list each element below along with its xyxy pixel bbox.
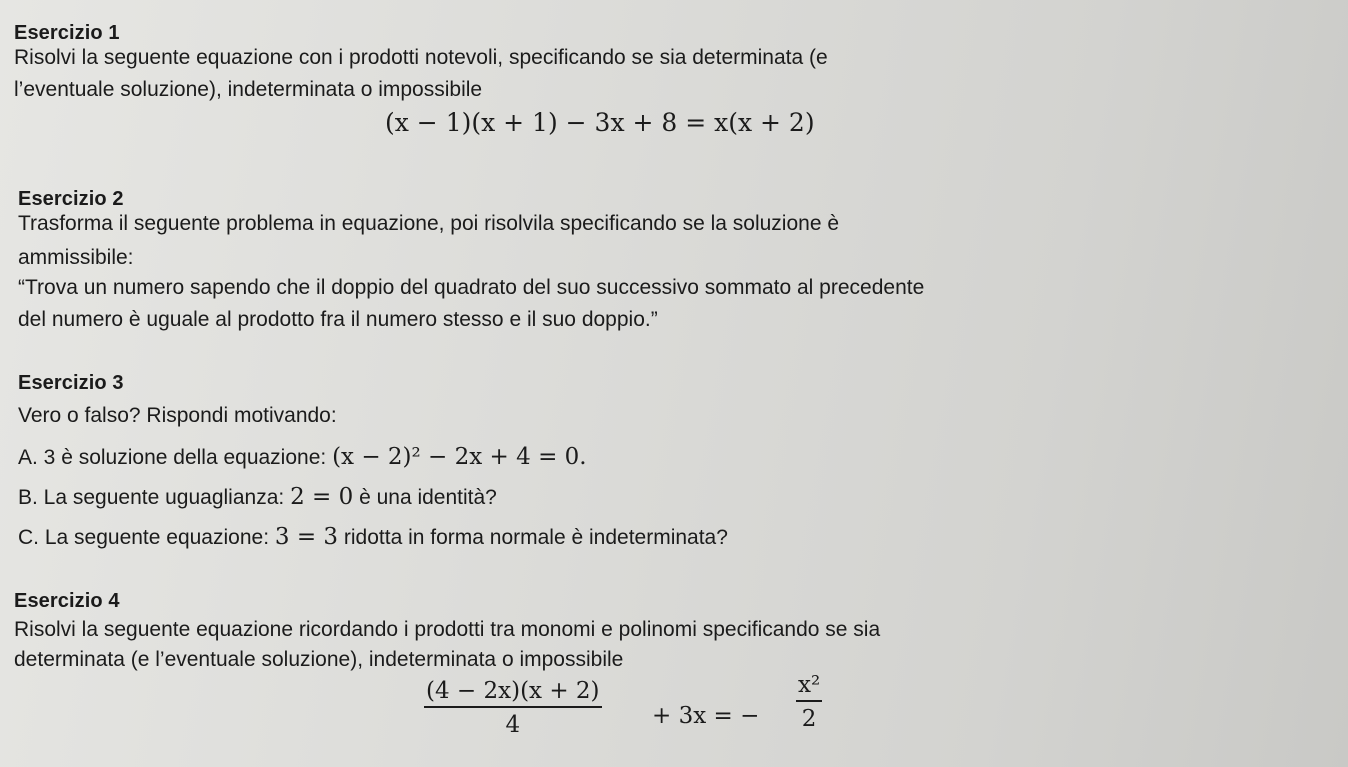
exercise-1-equation: (x − 1)(x + 1) − 3x + 8 = x(x + 2): [385, 108, 815, 137]
exercise-3-item-b-text: B. La seguente uguaglianza:: [18, 486, 285, 509]
exercise-1-title: Esercizio 1: [14, 22, 120, 44]
fraction-right-numerator: x²: [798, 672, 821, 698]
exercise-1-text-line-1: Risolvi la seguente equazione con i prodotti notevoli, specificando se sia determinata (e: [14, 46, 828, 69]
exercise-1-text-line-2: l’eventuale soluzione), indeterminata o impossibile: [14, 78, 483, 101]
exercise-2-text-line-3: “Trova un numero sapendo che il doppio del quadrato del suo successivo sommato al precedente: [18, 276, 925, 299]
fraction-left-denominator: 4: [505, 712, 521, 738]
exercise-3-item-b: [18, 484, 497, 510]
exercise-4-title: Esercizio 4: [14, 590, 120, 612]
exercise-3-item-a-text: A. 3 è soluzione della equazione:: [18, 446, 327, 469]
fraction-right-denominator: 2: [801, 706, 817, 732]
exercise-3-intro: Vero o falso? Rispondi motivando:: [18, 404, 337, 427]
exercise-3-item-a-equation: (x − 2)² − 2x + 4 = 0.: [332, 444, 587, 470]
exercise-3-item-c: [18, 524, 728, 550]
exercise-3-item-c-text: C. La seguente equazione:: [18, 526, 270, 549]
exercise-2-text-line-1: Trasforma il seguente problema in equazione, poi risolvila specificando se la soluzione è: [18, 212, 840, 235]
exercise-4-text-line-2: determinata (e l’eventuale soluzione), indeterminata o impossibile: [14, 648, 624, 671]
exercise-3-item-b-equation: 2 = 0: [290, 484, 354, 510]
exercise-3-item-b-tail: è una identità?: [359, 486, 497, 509]
exercise-2-text-line-4: del numero è uguale al prodotto fra il numero stesso e il suo doppio.”: [18, 308, 658, 331]
exercise-3-title: Esercizio 3: [18, 372, 124, 394]
exercise-2-title: Esercizio 2: [18, 188, 124, 210]
fraction-left-numerator: (4 − 2x)(x + 2): [426, 678, 600, 704]
exercise-4-text-line-1: Risolvi la seguente equazione ricordando i prodotti tra monomi e polinomi specificando se sia: [14, 618, 881, 641]
exercise-4-fraction-right: [796, 672, 822, 732]
exercise-3-item-c-tail: ridotta in forma normale è indeterminata?: [343, 526, 728, 549]
exercise-2-text-line-2: ammissibile:: [18, 246, 134, 269]
exercise-4-fraction-left: [424, 678, 602, 738]
exercise-4-equation-middle: + 3x = −: [652, 703, 760, 729]
exercise-3-item-c-equation: 3 = 3: [274, 524, 339, 550]
exercise-3-item-a: [18, 444, 587, 470]
